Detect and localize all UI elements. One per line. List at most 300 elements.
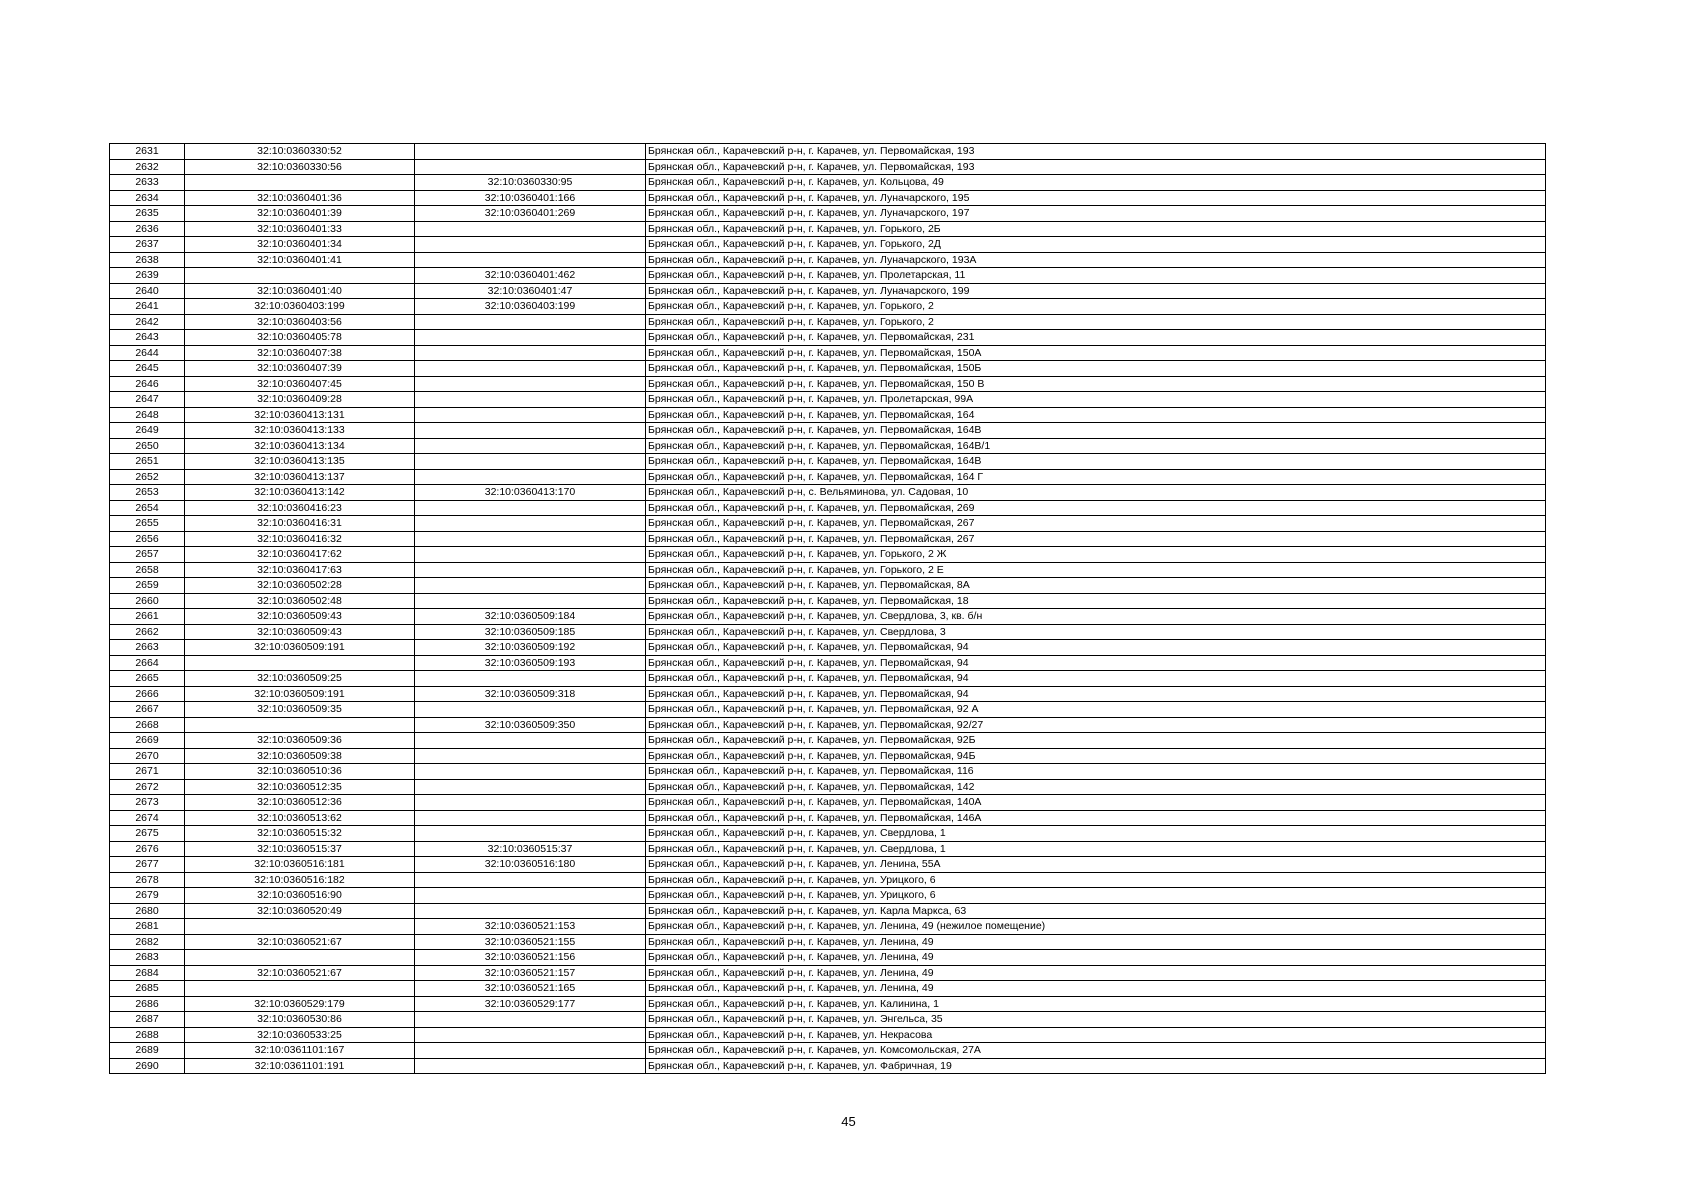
table-row <box>110 407 1546 423</box>
address-cell: Брянская обл., Карачевский р-н, г. Карачев, ул. Карла Маркса, 63 <box>646 903 1546 919</box>
cadastral-number-land-cell: 32:10:0360502:48 <box>185 593 415 609</box>
address-cell: Брянская обл., Карачевский р-н, г. Карачев, ул. Первомайская, 92 А <box>646 702 1546 718</box>
cadastral-number-land-cell: 32:10:0360416:31 <box>185 516 415 532</box>
address-cell: Брянская обл., Карачевский р-н, г. Карачев, ул. Горького, 2 <box>646 314 1546 330</box>
cadastral-number-object-cell <box>415 810 646 826</box>
cadastral-number-object-cell: 32:10:0360521:157 <box>415 965 646 981</box>
row-number-cell: 2633 <box>110 175 185 191</box>
cadastral-number-land-cell: 32:10:0360509:191 <box>185 640 415 656</box>
cadastral-number-land-cell: 32:10:0360401:39 <box>185 206 415 222</box>
cadastral-number-object-cell: 32:10:0360413:170 <box>415 485 646 501</box>
row-number-cell: 2688 <box>110 1027 185 1043</box>
address-cell: Брянская обл., Карачевский р-н, с. Вельяминова, ул. Садовая, 10 <box>646 485 1546 501</box>
cadastral-number-object-cell: 32:10:0360521:165 <box>415 981 646 997</box>
table-body <box>110 144 1546 1074</box>
table-row <box>110 268 1546 284</box>
cadastral-number-land-cell: 32:10:0360401:40 <box>185 283 415 299</box>
row-number-cell: 2667 <box>110 702 185 718</box>
cadastral-number-land-cell <box>185 919 415 935</box>
table-row <box>110 423 1546 439</box>
cadastral-number-object-cell <box>415 1058 646 1074</box>
cadastral-number-object-cell <box>415 547 646 563</box>
cadastral-number-land-cell: 32:10:0360512:35 <box>185 779 415 795</box>
cadastral-number-land-cell: 32:10:0360413:135 <box>185 454 415 470</box>
table-row <box>110 562 1546 578</box>
cadastral-number-object-cell: 32:10:0360521:156 <box>415 950 646 966</box>
cadastral-number-object-cell <box>415 314 646 330</box>
cadastral-number-object-cell: 32:10:0360509:193 <box>415 655 646 671</box>
table-row <box>110 330 1546 346</box>
address-cell: Брянская обл., Карачевский р-н, г. Карачев, ул. Горького, 2Б <box>646 221 1546 237</box>
cadastral-number-land-cell: 32:10:0360417:62 <box>185 547 415 563</box>
table-row <box>110 283 1546 299</box>
row-number-cell: 2637 <box>110 237 185 253</box>
cadastral-number-object-cell <box>415 516 646 532</box>
row-number-cell: 2669 <box>110 733 185 749</box>
row-number-cell: 2649 <box>110 423 185 439</box>
row-number-cell: 2634 <box>110 190 185 206</box>
cadastral-number-object-cell <box>415 345 646 361</box>
table-row <box>110 1043 1546 1059</box>
cadastral-number-land-cell: 32:10:0360533:25 <box>185 1027 415 1043</box>
row-number-cell: 2680 <box>110 903 185 919</box>
address-cell: Брянская обл., Карачевский р-н, г. Карачев, ул. Первомайская, 94 <box>646 640 1546 656</box>
cadastral-number-object-cell <box>415 764 646 780</box>
address-cell: Брянская обл., Карачевский р-н, г. Карачев, ул. Пролетарская, 11 <box>646 268 1546 284</box>
address-cell: Брянская обл., Карачевский р-н, г. Карачев, ул. Первомайская, 267 <box>646 531 1546 547</box>
table-row <box>110 299 1546 315</box>
cadastral-number-land-cell <box>185 175 415 191</box>
address-cell: Брянская обл., Карачевский р-н, г. Карачев, ул. Первомайская, 164В <box>646 423 1546 439</box>
row-number-cell: 2687 <box>110 1012 185 1028</box>
row-number-cell: 2685 <box>110 981 185 997</box>
cadastral-number-object-cell <box>415 578 646 594</box>
cadastral-number-land-cell: 32:10:0360416:23 <box>185 500 415 516</box>
cadastral-number-land-cell: 32:10:0360416:32 <box>185 531 415 547</box>
cadastral-number-object-cell <box>415 593 646 609</box>
table-row <box>110 469 1546 485</box>
address-cell: Брянская обл., Карачевский р-н, г. Карачев, ул. Свердлова, 3, кв. б/н <box>646 609 1546 625</box>
cadastral-number-land-cell: 32:10:0360330:52 <box>185 144 415 160</box>
row-number-cell: 2684 <box>110 965 185 981</box>
cadastral-number-land-cell: 32:10:0360512:36 <box>185 795 415 811</box>
address-cell: Брянская обл., Карачевский р-н, г. Карачев, ул. Ленина, 55А <box>646 857 1546 873</box>
cadastral-number-land-cell <box>185 981 415 997</box>
cadastral-number-object-cell <box>415 500 646 516</box>
cadastral-number-object-cell <box>415 237 646 253</box>
table-row <box>110 609 1546 625</box>
cadastral-number-land-cell <box>185 950 415 966</box>
table-row <box>110 159 1546 175</box>
cadastral-number-land-cell: 32:10:0360516:90 <box>185 888 415 904</box>
table-row <box>110 361 1546 377</box>
cadastral-number-land-cell: 32:10:0360509:191 <box>185 686 415 702</box>
table-row <box>110 981 1546 997</box>
cadastral-number-object-cell: 32:10:0360509:184 <box>415 609 646 625</box>
table-row <box>110 965 1546 981</box>
table-row <box>110 454 1546 470</box>
table-row <box>110 950 1546 966</box>
cadastral-number-land-cell: 32:10:0360530:86 <box>185 1012 415 1028</box>
address-cell: Брянская обл., Карачевский р-н, г. Карачев, ул. Ленина, 49 <box>646 965 1546 981</box>
address-cell: Брянская обл., Карачевский р-н, г. Карачев, ул. Свердлова, 1 <box>646 841 1546 857</box>
address-cell: Брянская обл., Карачевский р-н, г. Карачев, ул. Первомайская, 94 <box>646 655 1546 671</box>
address-cell: Брянская обл., Карачевский р-н, г. Карачев, ул. Пролетарская, 99А <box>646 392 1546 408</box>
table-row <box>110 221 1546 237</box>
cadastral-number-land-cell: 32:10:0360413:134 <box>185 438 415 454</box>
cadastral-number-object-cell <box>415 376 646 392</box>
registry-table <box>109 143 1546 1074</box>
cadastral-number-object-cell <box>415 1043 646 1059</box>
table-row <box>110 1012 1546 1028</box>
address-cell: Брянская обл., Карачевский р-н, г. Карачев, ул. Горького, 2 Е <box>646 562 1546 578</box>
cadastral-number-object-cell: 32:10:0360509:192 <box>415 640 646 656</box>
table-row <box>110 872 1546 888</box>
cadastral-number-object-cell <box>415 888 646 904</box>
table-row <box>110 175 1546 191</box>
table-row <box>110 717 1546 733</box>
row-number-cell: 2674 <box>110 810 185 826</box>
cadastral-number-object-cell: 32:10:0360403:199 <box>415 299 646 315</box>
table-row <box>110 392 1546 408</box>
cadastral-number-object-cell <box>415 330 646 346</box>
table-row <box>110 578 1546 594</box>
address-cell: Брянская обл., Карачевский р-н, г. Карачев, ул. Калинина, 1 <box>646 996 1546 1012</box>
table-row <box>110 345 1546 361</box>
table-row <box>110 1058 1546 1074</box>
row-number-cell: 2645 <box>110 361 185 377</box>
row-number-cell: 2655 <box>110 516 185 532</box>
row-number-cell: 2657 <box>110 547 185 563</box>
cadastral-number-object-cell: 32:10:0360401:166 <box>415 190 646 206</box>
row-number-cell: 2661 <box>110 609 185 625</box>
cadastral-number-object-cell: 32:10:0360509:318 <box>415 686 646 702</box>
address-cell: Брянская обл., Карачевский р-н, г. Карачев, ул. Урицкого, 6 <box>646 888 1546 904</box>
row-number-cell: 2668 <box>110 717 185 733</box>
cadastral-number-land-cell: 32:10:0360409:28 <box>185 392 415 408</box>
address-cell: Брянская обл., Карачевский р-н, г. Карачев, ул. Кольцова, 49 <box>646 175 1546 191</box>
cadastral-number-object-cell <box>415 1027 646 1043</box>
address-cell: Брянская обл., Карачевский р-н, г. Карачев, ул. Ленина, 49 <box>646 981 1546 997</box>
table-row <box>110 795 1546 811</box>
table-row <box>110 516 1546 532</box>
table-row <box>110 531 1546 547</box>
row-number-cell: 2681 <box>110 919 185 935</box>
address-cell: Брянская обл., Карачевский р-н, г. Карачев, ул. Ленина, 49 (нежилое помещение) <box>646 919 1546 935</box>
cadastral-number-object-cell: 32:10:0360401:47 <box>415 283 646 299</box>
address-cell: Брянская обл., Карачевский р-н, г. Карачев, ул. Ленина, 49 <box>646 934 1546 950</box>
row-number-cell: 2676 <box>110 841 185 857</box>
cadastral-number-object-cell <box>415 423 646 439</box>
cadastral-number-land-cell <box>185 655 415 671</box>
cadastral-number-land-cell: 32:10:0360401:36 <box>185 190 415 206</box>
address-cell: Брянская обл., Карачевский р-н, г. Карачев, ул. Первомайская, 92Б <box>646 733 1546 749</box>
row-number-cell: 2654 <box>110 500 185 516</box>
address-cell: Брянская обл., Карачевский р-н, г. Карачев, ул. Первомайская, 140А <box>646 795 1546 811</box>
row-number-cell: 2686 <box>110 996 185 1012</box>
table-row <box>110 702 1546 718</box>
table-row <box>110 857 1546 873</box>
row-number-cell: 2663 <box>110 640 185 656</box>
cadastral-number-object-cell <box>415 144 646 160</box>
table-row <box>110 888 1546 904</box>
address-cell: Брянская обл., Карачевский р-н, г. Карачев, ул. Ленина, 49 <box>646 950 1546 966</box>
address-cell: Брянская обл., Карачевский р-н, г. Карачев, ул. Первомайская, 8А <box>646 578 1546 594</box>
cadastral-number-land-cell: 32:10:0360417:63 <box>185 562 415 578</box>
table-row <box>110 252 1546 268</box>
cadastral-number-object-cell <box>415 252 646 268</box>
cadastral-number-object-cell <box>415 469 646 485</box>
address-cell: Брянская обл., Карачевский р-н, г. Карачев, ул. Первомайская, 150А <box>646 345 1546 361</box>
table-row <box>110 438 1546 454</box>
cadastral-number-land-cell: 32:10:0360529:179 <box>185 996 415 1012</box>
address-cell: Брянская обл., Карачевский р-н, г. Карачев, ул. Первомайская, 94 <box>646 671 1546 687</box>
address-cell: Брянская обл., Карачевский р-н, г. Карачев, ул. Свердлова, 3 <box>646 624 1546 640</box>
address-cell: Брянская обл., Карачевский р-н, г. Карачев, ул. Первомайская, 92/27 <box>646 717 1546 733</box>
cadastral-number-object-cell <box>415 872 646 888</box>
row-number-cell: 2672 <box>110 779 185 795</box>
table-row <box>110 779 1546 795</box>
address-cell: Брянская обл., Карачевский р-н, г. Карачев, ул. Первомайская, 94 <box>646 686 1546 702</box>
cadastral-number-object-cell <box>415 438 646 454</box>
table-row <box>110 919 1546 935</box>
address-cell: Брянская обл., Карачевский р-н, г. Карачев, ул. Луначарского, 193А <box>646 252 1546 268</box>
address-cell: Брянская обл., Карачевский р-н, г. Карачев, ул. Некрасова <box>646 1027 1546 1043</box>
cadastral-number-object-cell <box>415 221 646 237</box>
page-number: 45 <box>841 1114 856 1129</box>
cadastral-number-land-cell: 32:10:0360407:39 <box>185 361 415 377</box>
table-row <box>110 671 1546 687</box>
address-cell: Брянская обл., Карачевский р-н, г. Карачев, ул. Свердлова, 1 <box>646 826 1546 842</box>
row-number-cell: 2631 <box>110 144 185 160</box>
table-row <box>110 996 1546 1012</box>
table-row <box>110 593 1546 609</box>
cadastral-number-land-cell: 32:10:0360513:62 <box>185 810 415 826</box>
cadastral-number-land-cell: 32:10:0360407:38 <box>185 345 415 361</box>
table-row <box>110 640 1546 656</box>
cadastral-number-object-cell <box>415 392 646 408</box>
row-number-cell: 2689 <box>110 1043 185 1059</box>
cadastral-number-object-cell <box>415 1012 646 1028</box>
address-cell: Брянская обл., Карачевский р-н, г. Карачев, ул. Первомайская, 164В/1 <box>646 438 1546 454</box>
address-cell: Брянская обл., Карачевский р-н, г. Карачев, ул. Фабричная, 19 <box>646 1058 1546 1074</box>
row-number-cell: 2638 <box>110 252 185 268</box>
cadastral-number-land-cell <box>185 717 415 733</box>
row-number-cell: 2671 <box>110 764 185 780</box>
cadastral-number-land-cell: 32:10:0360520:49 <box>185 903 415 919</box>
row-number-cell: 2644 <box>110 345 185 361</box>
cadastral-number-land-cell: 32:10:0360413:133 <box>185 423 415 439</box>
cadastral-number-land-cell: 32:10:0360521:67 <box>185 965 415 981</box>
cadastral-number-object-cell <box>415 159 646 175</box>
address-cell: Брянская обл., Карачевский р-н, г. Карачев, ул. Комсомольская, 27А <box>646 1043 1546 1059</box>
address-cell: Брянская обл., Карачевский р-н, г. Карачев, ул. Первомайская, 164 Г <box>646 469 1546 485</box>
table-row <box>110 655 1546 671</box>
cadastral-number-land-cell: 32:10:0360330:56 <box>185 159 415 175</box>
table-row <box>110 485 1546 501</box>
table-row <box>110 810 1546 826</box>
cadastral-number-object-cell <box>415 702 646 718</box>
address-cell: Брянская обл., Карачевский р-н, г. Карачев, ул. Первомайская, 150Б <box>646 361 1546 377</box>
row-number-cell: 2651 <box>110 454 185 470</box>
table-row <box>110 903 1546 919</box>
address-cell: Брянская обл., Карачевский р-н, г. Карачев, ул. Горького, 2Д <box>646 237 1546 253</box>
cadastral-number-object-cell <box>415 671 646 687</box>
row-number-cell: 2677 <box>110 857 185 873</box>
cadastral-number-object-cell <box>415 795 646 811</box>
address-cell: Брянская обл., Карачевский р-н, г. Карачев, ул. Первомайская, 116 <box>646 764 1546 780</box>
cadastral-number-object-cell: 32:10:0360516:180 <box>415 857 646 873</box>
cadastral-number-land-cell: 32:10:0360509:43 <box>185 609 415 625</box>
table-row <box>110 624 1546 640</box>
row-number-cell: 2666 <box>110 686 185 702</box>
address-cell: Брянская обл., Карачевский р-н, г. Карачев, ул. Первомайская, 150 В <box>646 376 1546 392</box>
table-row <box>110 206 1546 222</box>
cadastral-number-land-cell: 32:10:0360413:142 <box>185 485 415 501</box>
row-number-cell: 2653 <box>110 485 185 501</box>
cadastral-number-object-cell: 32:10:0360521:155 <box>415 934 646 950</box>
table-row <box>110 376 1546 392</box>
cadastral-number-land-cell: 32:10:0360515:32 <box>185 826 415 842</box>
row-number-cell: 2682 <box>110 934 185 950</box>
address-cell: Брянская обл., Карачевский р-н, г. Карачев, ул. Первомайская, 146А <box>646 810 1546 826</box>
row-number-cell: 2648 <box>110 407 185 423</box>
cadastral-number-land-cell: 32:10:0360509:25 <box>185 671 415 687</box>
row-number-cell: 2639 <box>110 268 185 284</box>
cadastral-number-object-cell <box>415 826 646 842</box>
row-number-cell: 2659 <box>110 578 185 594</box>
row-number-cell: 2646 <box>110 376 185 392</box>
cadastral-number-object-cell: 32:10:0360515:37 <box>415 841 646 857</box>
table-row <box>110 733 1546 749</box>
address-cell: Брянская обл., Карачевский р-н, г. Карачев, ул. Первомайская, 231 <box>646 330 1546 346</box>
address-cell: Брянская обл., Карачевский р-н, г. Карачев, ул. Луначарского, 199 <box>646 283 1546 299</box>
cadastral-number-object-cell: 32:10:0360401:269 <box>415 206 646 222</box>
cadastral-number-land-cell: 32:10:0360405:78 <box>185 330 415 346</box>
cadastral-number-land-cell: 32:10:0360502:28 <box>185 578 415 594</box>
cadastral-number-land-cell: 32:10:0360515:37 <box>185 841 415 857</box>
cadastral-number-land-cell: 32:10:0360509:43 <box>185 624 415 640</box>
table-row <box>110 237 1546 253</box>
address-cell: Брянская обл., Карачевский р-н, г. Карачев, ул. Луначарского, 195 <box>646 190 1546 206</box>
row-number-cell: 2636 <box>110 221 185 237</box>
table-row <box>110 748 1546 764</box>
cadastral-number-land-cell: 32:10:0360401:41 <box>185 252 415 268</box>
cadastral-number-land-cell: 32:10:0360403:56 <box>185 314 415 330</box>
cadastral-number-land-cell: 32:10:0360516:181 <box>185 857 415 873</box>
address-cell: Брянская обл., Карачевский р-н, г. Карачев, ул. Первомайская, 18 <box>646 593 1546 609</box>
row-number-cell: 2640 <box>110 283 185 299</box>
cadastral-number-land-cell: 32:10:0360509:35 <box>185 702 415 718</box>
address-cell: Брянская обл., Карачевский р-н, г. Карачев, ул. Первомайская, 193 <box>646 144 1546 160</box>
table-row <box>110 1027 1546 1043</box>
row-number-cell: 2670 <box>110 748 185 764</box>
cadastral-number-land-cell: 32:10:0361101:191 <box>185 1058 415 1074</box>
cadastral-number-object-cell <box>415 779 646 795</box>
row-number-cell: 2641 <box>110 299 185 315</box>
row-number-cell: 2664 <box>110 655 185 671</box>
table-row <box>110 547 1546 563</box>
cadastral-number-object-cell <box>415 531 646 547</box>
cadastral-number-object-cell <box>415 903 646 919</box>
row-number-cell: 2652 <box>110 469 185 485</box>
table-row <box>110 841 1546 857</box>
row-number-cell: 2665 <box>110 671 185 687</box>
cadastral-number-object-cell <box>415 748 646 764</box>
address-cell: Брянская обл., Карачевский р-н, г. Карачев, ул. Первомайская, 94Б <box>646 748 1546 764</box>
row-number-cell: 2678 <box>110 872 185 888</box>
address-cell: Брянская обл., Карачевский р-н, г. Карачев, ул. Первомайская, 164В <box>646 454 1546 470</box>
cadastral-number-object-cell <box>415 361 646 377</box>
row-number-cell: 2647 <box>110 392 185 408</box>
row-number-cell: 2683 <box>110 950 185 966</box>
cadastral-number-object-cell: 32:10:0360529:177 <box>415 996 646 1012</box>
row-number-cell: 2662 <box>110 624 185 640</box>
row-number-cell: 2679 <box>110 888 185 904</box>
cadastral-number-object-cell: 32:10:0360330:95 <box>415 175 646 191</box>
address-cell: Брянская обл., Карачевский р-н, г. Карачев, ул. Первомайская, 267 <box>646 516 1546 532</box>
cadastral-number-object-cell <box>415 407 646 423</box>
cadastral-number-object-cell: 32:10:0360509:185 <box>415 624 646 640</box>
address-cell: Брянская обл., Карачевский р-н, г. Карачев, ул. Горького, 2 Ж <box>646 547 1546 563</box>
row-number-cell: 2635 <box>110 206 185 222</box>
address-cell: Брянская обл., Карачевский р-н, г. Карачев, ул. Первомайская, 193 <box>646 159 1546 175</box>
address-cell: Брянская обл., Карачевский р-н, г. Карачев, ул. Горького, 2 <box>646 299 1546 315</box>
cadastral-number-land-cell: 32:10:0361101:167 <box>185 1043 415 1059</box>
cadastral-number-land-cell <box>185 268 415 284</box>
address-cell: Брянская обл., Карачевский р-н, г. Карачев, ул. Урицкого, 6 <box>646 872 1546 888</box>
cadastral-number-land-cell: 32:10:0360403:199 <box>185 299 415 315</box>
table-row <box>110 314 1546 330</box>
cadastral-number-object-cell <box>415 733 646 749</box>
table-row <box>110 686 1546 702</box>
cadastral-number-land-cell: 32:10:0360413:137 <box>185 469 415 485</box>
cadastral-number-object-cell: 32:10:0360521:153 <box>415 919 646 935</box>
address-cell: Брянская обл., Карачевский р-н, г. Карачев, ул. Первомайская, 164 <box>646 407 1546 423</box>
row-number-cell: 2632 <box>110 159 185 175</box>
cadastral-number-land-cell: 32:10:0360521:67 <box>185 934 415 950</box>
row-number-cell: 2658 <box>110 562 185 578</box>
row-number-cell: 2656 <box>110 531 185 547</box>
cadastral-number-land-cell: 32:10:0360509:36 <box>185 733 415 749</box>
cadastral-number-object-cell: 32:10:0360509:350 <box>415 717 646 733</box>
table-row <box>110 764 1546 780</box>
cadastral-number-object-cell <box>415 454 646 470</box>
table-row <box>110 500 1546 516</box>
address-cell: Брянская обл., Карачевский р-н, г. Карачев, ул. Первомайская, 269 <box>646 500 1546 516</box>
table-row <box>110 934 1546 950</box>
cadastral-number-land-cell: 32:10:0360401:34 <box>185 237 415 253</box>
cadastral-number-object-cell <box>415 562 646 578</box>
row-number-cell: 2642 <box>110 314 185 330</box>
row-number-cell: 2660 <box>110 593 185 609</box>
cadastral-number-object-cell: 32:10:0360401:462 <box>415 268 646 284</box>
cadastral-number-land-cell: 32:10:0360516:182 <box>185 872 415 888</box>
row-number-cell: 2650 <box>110 438 185 454</box>
row-number-cell: 2673 <box>110 795 185 811</box>
table-row <box>110 826 1546 842</box>
row-number-cell: 2690 <box>110 1058 185 1074</box>
table-row <box>110 190 1546 206</box>
cadastral-number-land-cell: 32:10:0360407:45 <box>185 376 415 392</box>
cadastral-number-land-cell: 32:10:0360509:38 <box>185 748 415 764</box>
cadastral-number-land-cell: 32:10:0360510:36 <box>185 764 415 780</box>
cadastral-number-land-cell: 32:10:0360413:131 <box>185 407 415 423</box>
row-number-cell: 2643 <box>110 330 185 346</box>
address-cell: Брянская обл., Карачевский р-н, г. Карачев, ул. Энгельса, 35 <box>646 1012 1546 1028</box>
table-row <box>110 144 1546 160</box>
address-cell: Брянская обл., Карачевский р-н, г. Карачев, ул. Первомайская, 142 <box>646 779 1546 795</box>
